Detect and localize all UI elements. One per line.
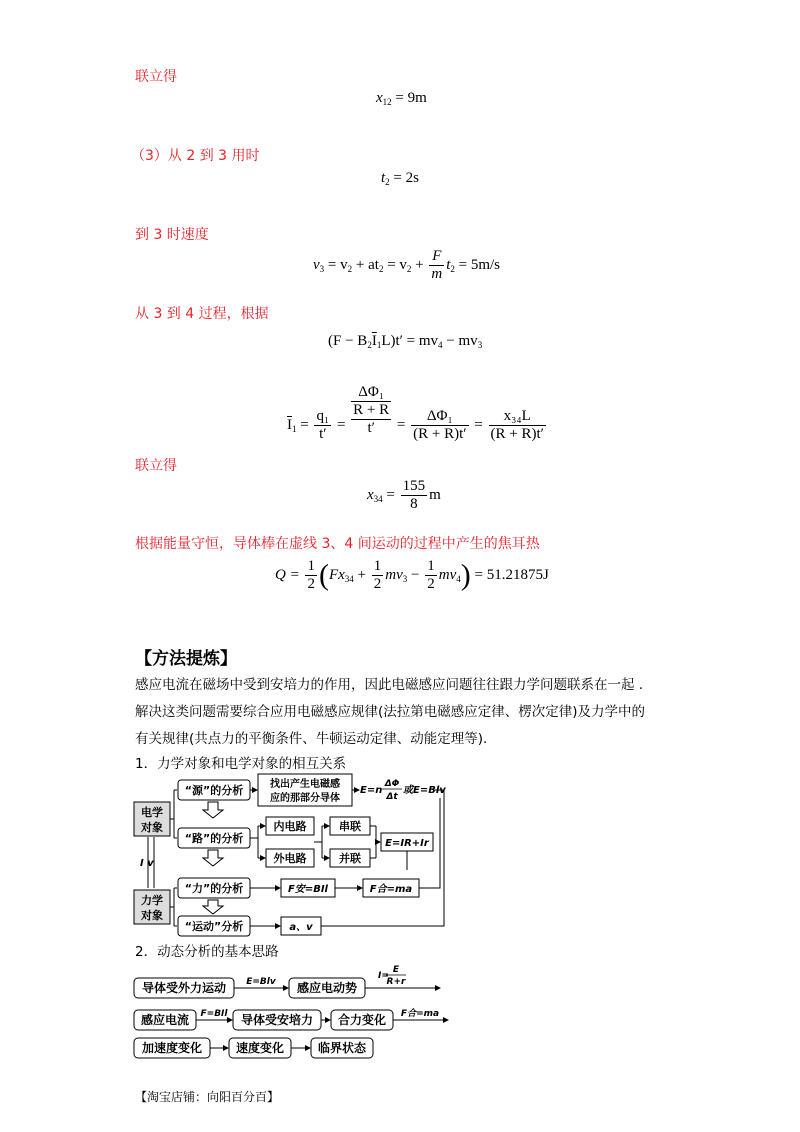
lianli-label-1: 联立得 [135,69,177,85]
box-critical: 临界状态 [317,1041,367,1055]
path-analysis: “路”的分析 [184,832,244,845]
box-external-force: 导体受外力运动 [141,981,227,995]
source-analysis: “源”的分析 [184,784,244,797]
iv-label: I v [140,858,154,869]
equation-momentum: $(F - B_2\overline{I}_1L)t' = mv_4 - mv_3$ [328,333,483,350]
relation-diagram [130,770,450,940]
method-paragraph: 感应电流在磁场中受到安培力的作用，因此电磁感应问题往往跟力学问题联系在一起 . 解决这类问题需要综合应用电磁感应规律(法拉第电磁感应定律、楞次定律)及力学中的 有关规律(共点力的平衡条件、牛顿运动定律、动能定理等). [135,677,646,747]
mech-object-label-2: 对象 [141,909,163,922]
equation-t2: $t_2 = 2s$ [381,170,419,187]
emf-formula: E=n [360,785,383,796]
motion-analysis: “运动”分析 [184,920,244,933]
footer-shop: 【淘宝店铺：向阳百分百】 [135,1090,280,1104]
equation-Q: Q = $\frac{1}{2}$ ($Fx_{34}$ + $\frac{1}{2}$ $mv_3$ − $\frac{1}{2}$ $mv_4) = 51.21875J$ [275,558,549,592]
label-fma: F合=ma [400,1009,440,1019]
ampere-force: F安=BIl [288,884,328,895]
elec-object-label-2: 对象 [141,821,163,834]
label-eblv: E=Blv [246,977,276,987]
label-ier-num: E [392,965,400,975]
series-box: 串联 [339,820,361,833]
box-ampere: 导体受安培力 [240,1013,314,1027]
step3-label: （3）从 2 到 3 用时 [131,148,260,164]
dynamic-diagram [130,962,460,1062]
av-box: a、v [289,922,313,933]
force-analysis: “力”的分析 [184,882,244,895]
box-emf: 感应电动势 [296,981,358,995]
method-title: 【方法提炼】 [135,649,237,669]
box-net-force: 合力变化 [337,1013,387,1027]
energy-label: 根据能量守恒，导体棒在虚线 3、4 间运动的过程中产生的焦耳热 [135,536,540,552]
lianli-label-2: 联立得 [135,458,177,474]
speed-label: 到 3 时速度 [135,227,209,243]
section1-title: 1．力学对象和电学对象的相互关系 [135,756,347,772]
equation-v3: $v_3 = v_2 + at_2 = v_2$ + $\frac{F}{m}$ $t_2 = 5m/s$ [313,248,501,282]
equation-x34: $x_{34}$ = $\frac{155}{8}$ m [367,478,441,512]
box-accel: 加速度变化 [141,1041,203,1055]
emf-formula-2: 或E=Blv [403,785,446,796]
equation-x12: $x_{12} = 9m$ [376,90,427,107]
elec-object-label-1: 电学 [141,806,163,819]
emf-den: Δt [386,792,398,802]
inner-circuit: 内电路 [273,820,307,833]
box-current: 感应电流 [140,1013,190,1027]
label-ier-den: R+r [386,977,406,987]
label-ier: I= [378,971,389,981]
find-conductor-2: 应的那部分导体 [270,793,340,804]
outer-circuit: 外电路 [273,852,307,865]
emf-num: ΔΦ [384,779,400,789]
parallel-box: 并联 [339,852,361,865]
net-force: F合=ma [369,884,413,895]
eir-formula: E=IR+Ir [385,838,429,849]
find-conductor-1: 找出产生电磁感 [270,779,340,790]
section2-title: 2．动态分析的基本思路 [135,944,279,960]
label-fbil: F=BIl [200,1009,228,1019]
box-speed: 速度变化 [235,1041,285,1055]
process34-label: 从 3 到 4 过程，根据 [135,306,269,322]
mech-object-label-1: 力学 [141,894,163,907]
equation-I1: $\overline{I}_1$ = $\frac{\text{q₁}}{t'}$ = ΔΦ₁ R + R t′ = $\frac{\text{ΔΦ₁}}{(R + R)t'}$ = $\frac{\text{x₃₄L}}{(R + R)t'}$ [287,384,544,442]
